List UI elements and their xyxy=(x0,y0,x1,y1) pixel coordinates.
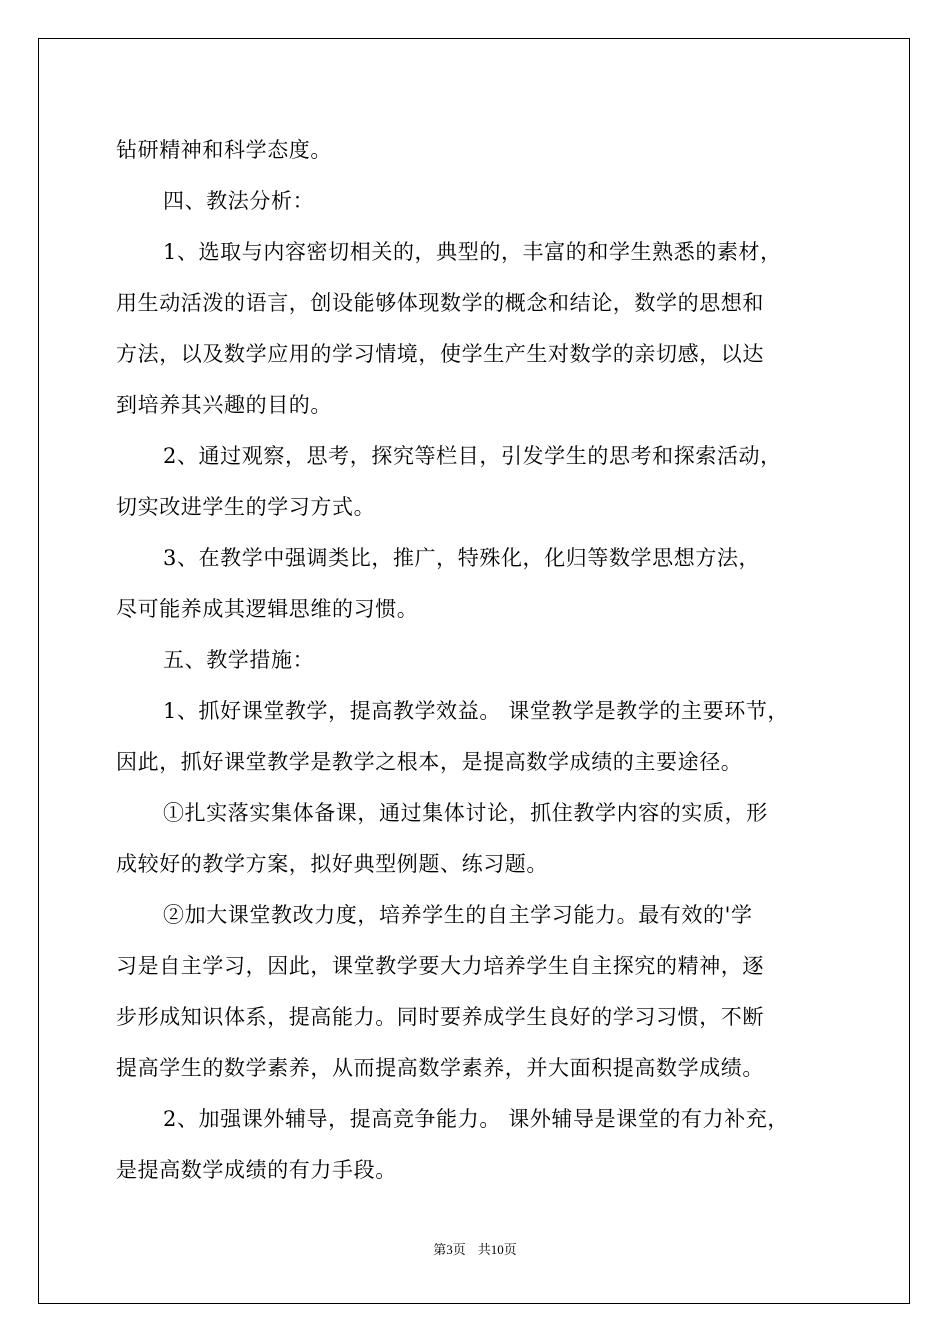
text-line: 1、选取与内容密切相关的，典型的，丰富的和学生熟悉的素材， xyxy=(163,240,782,264)
text-line: 习是自主学习，因此，课堂教学要大力培养学生自主探究的精神，逐 xyxy=(116,954,764,978)
text-line: 尽可能养成其逻辑思维的习惯。 xyxy=(116,597,419,621)
text-line: 1、抓好课堂教学，提高教学效益。 课堂教学是教学的主要环节， xyxy=(163,699,790,723)
text-line: 切实改进学生的学习方式。 xyxy=(116,495,376,519)
section-heading: 四、教法分析： xyxy=(163,189,315,213)
text-line: 方法，以及数学应用的学习情境，使学生产生对数学的亲切感，以达 xyxy=(116,342,764,366)
page-number-total: 共10页 xyxy=(477,1242,517,1257)
text-line: 成较好的教学方案，拟好典型例题、练习题。 xyxy=(116,852,548,876)
text-line: 到培养其兴趣的目的。 xyxy=(116,393,332,417)
text-line: 2、加强课外辅导，提高竞争能力。 课外辅导是课堂的有力补充， xyxy=(163,1107,790,1131)
page-footer xyxy=(0,1241,950,1259)
text-line: ②加大课堂教改力度，培养学生的自主学习能力。最有效的'学 xyxy=(163,903,753,927)
text-line: ①扎实落实集体备课，通过集体讨论，抓住教学内容的实质，形 xyxy=(163,801,768,825)
page-number-current: 第3页 xyxy=(433,1242,466,1257)
text-line: 钻研精神和科学态度。 xyxy=(116,138,332,162)
text-line: 用生动活泼的语言，创设能够体现数学的概念和结论，数学的思想和 xyxy=(116,291,764,315)
text-line: 步形成知识体系，提高能力。同时要养成学生良好的学习习惯，不断 xyxy=(116,1005,764,1029)
text-line: 2、通过观察，思考，探究等栏目，引发学生的思考和探索活动， xyxy=(163,444,782,468)
document-body xyxy=(116,130,856,1201)
text-line: 3、在教学中强调类比，推广，特殊化，化归等数学思想方法， xyxy=(163,546,761,570)
section-heading: 五、教学措施： xyxy=(163,648,315,672)
text-line: 提高学生的数学素养，从而提高数学素养，并大面积提高数学成绩。 xyxy=(116,1056,764,1080)
text-line: 因此，抓好课堂教学是教学之根本，是提高数学成绩的主要途径。 xyxy=(116,750,743,774)
text-line: 是提高数学成绩的有力手段。 xyxy=(116,1158,397,1182)
